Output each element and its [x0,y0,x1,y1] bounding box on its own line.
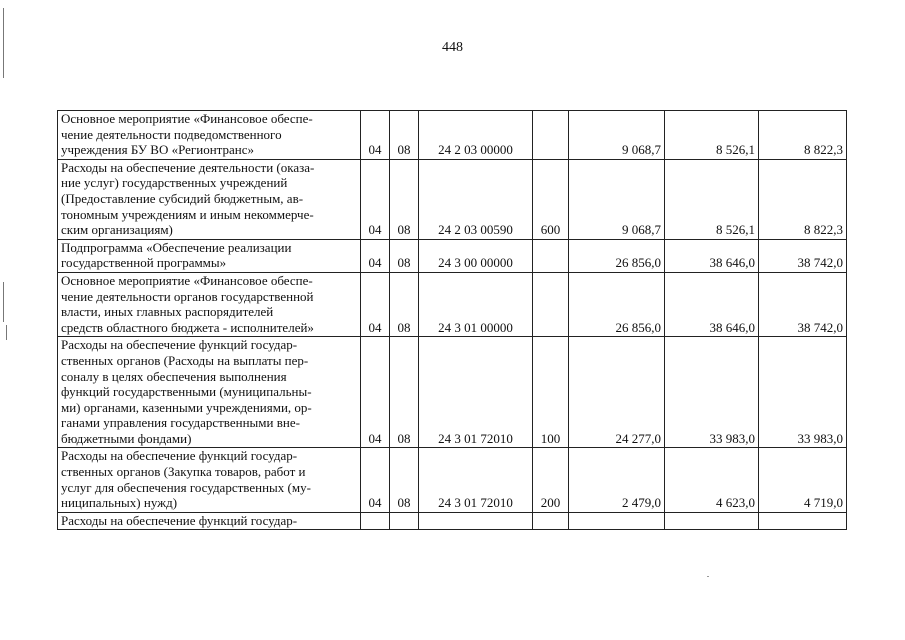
expense-name-line: Расходы на обеспечение функций государ- [61,512,298,528]
cell-subsection: 08 [390,272,419,336]
expense-name-line: чение деятельности органов государственной [61,288,314,304]
cell-amount-year-3: 8 822,3 [759,111,847,160]
cell-expense-name [58,448,361,512]
cell-amount-year-1: 9 068,7 [569,159,665,239]
cell-target-article: 24 3 00 00000 [419,239,533,272]
cell-section: 04 [361,239,390,272]
expense-name-line: функций государственными (муниципальны- [61,384,312,400]
table-row [58,272,847,336]
expense-name-line: ским организациям) [61,222,173,238]
cell-expense-name [58,159,361,239]
cell-amount-year-1: 26 856,0 [569,272,665,336]
table-row [58,239,847,272]
cell-amount-year-2: 38 646,0 [665,239,759,272]
expense-name-line: тономным учреждениям и иным некоммерче- [61,206,314,222]
cell-expense-name [58,512,361,530]
expense-name-line: Основное мероприятие «Финансовое обеспе- [61,111,313,126]
cell-target-article: 24 3 01 72010 [419,337,533,448]
expense-name-line: государственной программы» [61,255,227,271]
cell-section: 04 [361,111,390,160]
cell-expense-type [533,272,569,336]
cell-amount-year-3: 8 822,3 [759,159,847,239]
cell-amount-year-2: 33 983,0 [665,337,759,448]
cell-amount-year-1: 9 068,7 [569,111,665,160]
cell-expense-name [58,337,361,448]
table-row [58,337,847,448]
expense-name-line: Расходы на обеспечение деятельности (оказа- [61,159,315,175]
table-body [58,111,847,530]
cell-subsection: 08 [390,448,419,512]
expense-name-line: средств областного бюджета - исполнителей» [61,319,314,335]
expense-name-line: ниципальных) нужд) [61,495,178,511]
cell-amount-year-1: 26 856,0 [569,239,665,272]
page-number: 448 [442,40,463,55]
cell-amount-year-1 [569,512,665,530]
expense-name-line: Расходы на обеспечение функций государ- [61,337,298,353]
cell-section: 04 [361,272,390,336]
expense-name-line: учреждения БУ ВО «Регионтранс» [61,142,255,158]
cell-target-article: 24 3 01 72010 [419,448,533,512]
expense-name-line: ственных органов (Расходы на выплаты пер- [61,352,309,368]
table-row [58,448,847,512]
table-row [58,111,847,160]
expense-name-line: Основное мероприятие «Финансовое обеспе- [61,272,313,288]
cell-subsection: 08 [390,337,419,448]
cell-subsection: 08 [390,239,419,272]
cell-amount-year-3 [759,512,847,530]
cell-amount-year-2: 38 646,0 [665,272,759,336]
expense-name-line: соналу в целях обеспечения выполнения [61,368,287,384]
cell-expense-name [58,239,361,272]
cell-amount-year-3: 4 719,0 [759,448,847,512]
cell-expense-name [58,272,361,336]
cell-expense-type: 100 [533,337,569,448]
cell-target-article [419,512,533,530]
cell-section [361,512,390,530]
cell-expense-type [533,239,569,272]
cell-amount-year-1: 24 277,0 [569,337,665,448]
expense-name-line: ние услуг) государственных учреждений [61,175,288,191]
cell-section: 04 [361,159,390,239]
cell-expense-type [533,512,569,530]
cell-amount-year-2: 4 623,0 [665,448,759,512]
table-row [58,512,847,530]
expense-name-line: ственных органов (Закупка товаров, работ и [61,464,306,480]
cell-section: 04 [361,337,390,448]
expense-name-line: ми) органами, казенными учреждениями, ор- [61,399,312,415]
cell-amount-year-2 [665,512,759,530]
scan-speck [707,576,709,577]
cell-expense-type: 200 [533,448,569,512]
scan-edge-mark [3,282,4,322]
cell-section: 04 [361,448,390,512]
cell-subsection: 08 [390,159,419,239]
cell-expense-name [58,111,361,160]
cell-amount-year-3: 38 742,0 [759,239,847,272]
cell-expense-type [533,111,569,160]
cell-target-article: 24 2 03 00590 [419,159,533,239]
cell-subsection [390,512,419,530]
cell-subsection: 08 [390,111,419,160]
cell-amount-year-3: 33 983,0 [759,337,847,448]
expense-name-line: чение деятельности подведомственного [61,126,282,142]
expense-name-line: власти, иных главных распорядителей [61,304,274,320]
expense-name-line: бюджетными фондами) [61,430,192,446]
cell-amount-year-2: 8 526,1 [665,159,759,239]
cell-amount-year-3: 38 742,0 [759,272,847,336]
table-row [58,159,847,239]
cell-target-article: 24 3 01 00000 [419,272,533,336]
cell-target-article: 24 2 03 00000 [419,111,533,160]
expense-name-line: услуг для обеспечения государственных (му- [61,479,311,495]
expense-name-line: (Предоставление субсидий бюджетным, ав- [61,190,304,206]
cell-amount-year-2: 8 526,1 [665,111,759,160]
expense-name-line: Подпрограмма «Обеспечение реализации [61,239,292,255]
budget-table [57,110,847,530]
cell-expense-type: 600 [533,159,569,239]
expense-name-line: ганами управления государственными вне- [61,415,300,431]
cell-amount-year-1: 2 479,0 [569,448,665,512]
expense-name-line: Расходы на обеспечение функций государ- [61,448,298,464]
scan-edge-mark [6,325,7,340]
